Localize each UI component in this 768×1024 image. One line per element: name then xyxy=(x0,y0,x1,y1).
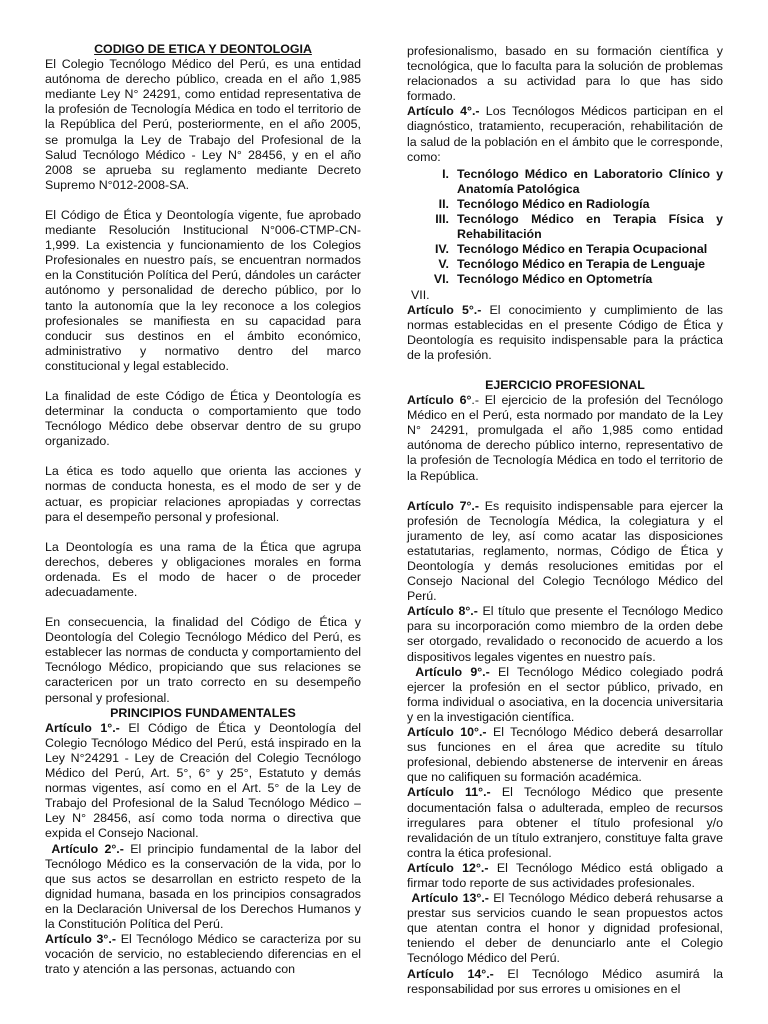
article-10 xyxy=(407,725,723,785)
document-title: CODIGO DE ETICA Y DEONTOLOGIA xyxy=(94,42,312,56)
right-column xyxy=(407,44,723,997)
list-text: Tecnólogo Médico en Optometría xyxy=(457,272,653,287)
list-item xyxy=(407,272,723,287)
article-label: Artículo 11°.- xyxy=(407,785,491,800)
article-label: Artículo 12°.- xyxy=(407,860,489,875)
purpose-paragraph: La finalidad de este Código de Ética y Deontología es determinar la conducta o comportamiento que todo Tecnólogo Médico debe observar dentro de su grupo organizado. xyxy=(45,388,361,449)
article-1 xyxy=(45,721,361,842)
article-text: .- El ejercicio de la profesión del Tecnólogo Médico en el Perú, esta normado por mandato de la Ley N° 24291, promulgada el año 1,985 como entidad autónoma de derecho público interno, representativo de la profesión de Tecnología Médica en todo el territorio de la República. xyxy=(407,393,723,483)
list-text: Tecnólogo Médico en Terapia Física y Rehabilitación xyxy=(457,212,723,242)
list-text: Tecnólogo Médico en Terapia de Lenguaje xyxy=(457,257,706,272)
list-item xyxy=(407,212,723,242)
article-label: Artículo 4°.- xyxy=(407,104,480,119)
article-text: El Tecnólogo Médico está obligado a firmar todo reporte de sus actividades profesionales. xyxy=(407,860,724,890)
list-text: Tecnólogo Médico en Radiología xyxy=(457,196,650,211)
article-label: Artículo 14°.- xyxy=(407,966,494,981)
article-label: Artículo 13°.- xyxy=(411,891,489,906)
list-text: Tecnólogo Médico en Terapia Ocupacional xyxy=(457,242,708,257)
article-text: El Tecnólogo Médico deberá desarrollar sus funciones en el área que acredite su título profesional, debiendo abstenerse de intervenir en áreas que no califiquen su formación académica. xyxy=(407,725,723,785)
article-9 xyxy=(407,665,723,725)
article-3-continuation: profesionalismo, basado en su formación científica y tecnológica, que lo faculta para la solución de problemas relacionados a su actividad para lo que has sido formado. xyxy=(407,44,723,104)
code-approval-paragraph: El Código de Ética y Deontología vigente, fue aprobado mediante Resolución Institucional N°006-CTMP-CN-1,999. La existencia y funcionamiento de los Colegios Profesionales en nuestro país, se encuentran normados en la Constitución Política del Perú, dándoles un carácter autónomo y personalidad de derecho público, por lo tanto la autonomía que la ley reconoce a los colegios profesionales se manifiesta en su capacidad para conducir sus destinos en el ámbito económico, administrativo y normativo dentro del marco constitucional y legal establecido. xyxy=(45,207,361,373)
article-12 xyxy=(407,861,723,891)
section-heading-principles: PRINCIPIOS FUNDAMENTALES xyxy=(110,705,296,720)
article-text: El conocimiento y cumplimiento de las normas establecidas en el presente Código de Ética y Deontología es requisito indispensable para la práctica de la profesión. xyxy=(407,302,723,362)
article-11 xyxy=(407,785,723,860)
list-number: V. xyxy=(438,257,449,272)
ethics-definition-paragraph: La ética es todo aquello que orienta las acciones y normas de conducta honesta, es el modo de ser y de actuar, es propiciar relaciones apropiadas y correctas para el desempeño personal y profesional. xyxy=(45,464,361,524)
list-number: II. xyxy=(438,196,449,211)
article-text: El Código de Ética y Deontología del Colegio Tecnólogo Médico del Perú, está inspirado en la Ley N°24291 - Ley de Creación del Colegio Tecnólogo Médico del Perú, Art. 5°, 6° y 25°, Estatuto y demás normas vigentes, así como en el Art. 5° de la Ley de Trabajo del Profesional de la Salud Tecnólogo Médico – Ley N° 28456, así como toda norma o directiva que expida el Consejo Nacional. xyxy=(45,720,362,841)
article-label: Artículo 5°.- xyxy=(407,302,482,317)
article-label: Artículo 6° xyxy=(407,393,472,408)
article-14 xyxy=(407,967,723,997)
intro-paragraph: El Colegio Tecnólogo Médico del Perú, es una entidad autónoma de derecho público, creada en el año 1,985 mediante Ley N° 24291, como entidad representativa de la profesión de Tecnología Médica en todo el territorio de la República del Perú, posteriormente, en el año 2005, se promulga la Ley de Trabajo del Profesional de la Salud Tecnólogo Médico - Ley N° 28456, y en el año 2008 se aprueba su reglamento mediante Decreto Supremo N°012-2008-SA. xyxy=(45,57,361,192)
article-2 xyxy=(45,842,361,933)
article-label: Artículo 1°.- xyxy=(45,720,120,735)
article-13 xyxy=(407,891,723,966)
specialty-list xyxy=(407,167,723,303)
list-item-empty xyxy=(407,288,723,303)
left-column xyxy=(45,42,361,977)
list-item xyxy=(407,197,723,212)
list-number: VII. xyxy=(411,287,430,302)
article-text: El Tecnólogo Médico que presente documentación falsa o adulterada, empleo de recursos irregulares para obtener el título profesional y/o revalidación de un título extranjero, constituye falta grave contra la ética profesional. xyxy=(407,785,723,860)
article-8 xyxy=(407,604,723,664)
article-text: El Tecnólogo Médico se caracteriza por su vocación de servicio, no estableciendo diferencias en el trato y atención a las personas, actuando con xyxy=(45,932,361,977)
list-number: I. xyxy=(442,166,449,181)
article-label: Artículo 10°.- xyxy=(407,725,487,740)
article-3 xyxy=(45,932,361,977)
list-number: III. xyxy=(435,212,449,227)
article-label: Artículo 8°.- xyxy=(407,604,478,619)
list-text: Tecnólogo Médico en Laboratorio Clínico y Anatomía Patológica xyxy=(457,166,723,196)
article-text: Los Tecnólogos Médicos participan en el diagnóstico, tratamiento, recuperación, rehabilitación de la salud de la población en el ámbito que le corresponde, como: xyxy=(407,104,723,164)
article-6 xyxy=(407,393,723,484)
list-number: IV. xyxy=(434,242,449,257)
article-text: El Tecnólogo Médico asumirá la responsabilidad por sus errores u omisiones en el xyxy=(407,966,723,996)
list-item xyxy=(407,257,723,272)
article-label: Artículo 3°.- xyxy=(45,932,116,947)
article-text: El título que presente el Tecnólogo Medico para su incorporación como miembro de la orden debe ser otorgado, revalidado o reconocido de acuerdo a los dispositivos legales vigentes en nuestro país. xyxy=(407,604,723,664)
article-text: El Tecnólogo Médico colegiado podrá ejercer la profesión en el sector público, privado, en forma individual o asociativa, en la docencia universitaria y en la investigación científica. xyxy=(407,664,723,724)
article-label: Artículo 9°.- xyxy=(415,664,490,679)
section-heading-practice: EJERCICIO PROFESIONAL xyxy=(485,377,645,392)
deontology-definition-paragraph: La Deontología es una rama de la Ética que agrupa derechos, deberes y obligaciones morales en forma ordenada. Es el modo de hacer o de proceder adecuadamente. xyxy=(45,539,361,599)
consequence-paragraph: En consecuencia, la finalidad del Código de Ética y Deontología del Colegio Tecnólogo Médico del Perú, es establecer las normas de conducta y comportamiento del Tecnólogo Médico, propiciando que sus relaciones se caractericen por un trato correcto en su desempeño personal y profesional. xyxy=(45,615,361,705)
article-text: El principio fundamental de la labor del Tecnólogo Médico es la conservación de la vida, por lo que sus actos se desarrollan en estricto respeto de la dignidad humana, basada en los principios consagrados en la Declaración Universal de los Derechos Humanos y la Constitución Política del Perú. xyxy=(45,841,361,931)
article-7 xyxy=(407,499,723,605)
list-item xyxy=(407,167,723,197)
article-4 xyxy=(407,104,723,164)
article-label: Artículo 7°.- xyxy=(407,498,479,513)
list-number: VI. xyxy=(433,272,449,287)
article-label: Artículo 2°.- xyxy=(51,841,124,856)
list-item xyxy=(407,242,723,257)
article-text: El Tecnólogo Médico deberá rehusarse a prestar sus servicios cuando le sean propuestos actos que atentan contra el honor y dignidad profesional, teniendo el deber de denunciarlo ante el Colegio Tecnólogo Médico del Perú. xyxy=(407,891,723,966)
article-5 xyxy=(407,303,723,363)
article-text: Es requisito indispensable para ejercer la profesión de Tecnología Médica, la colegiatura y el juramento de ley, así como acatar las disposiciones estatutarias, reglamento, normas, Código de Ética y Deontología y demás resoluciones emitidas por el Consejo Nacional del Colegio Tecnólogo Médico del Perú. xyxy=(407,498,723,604)
